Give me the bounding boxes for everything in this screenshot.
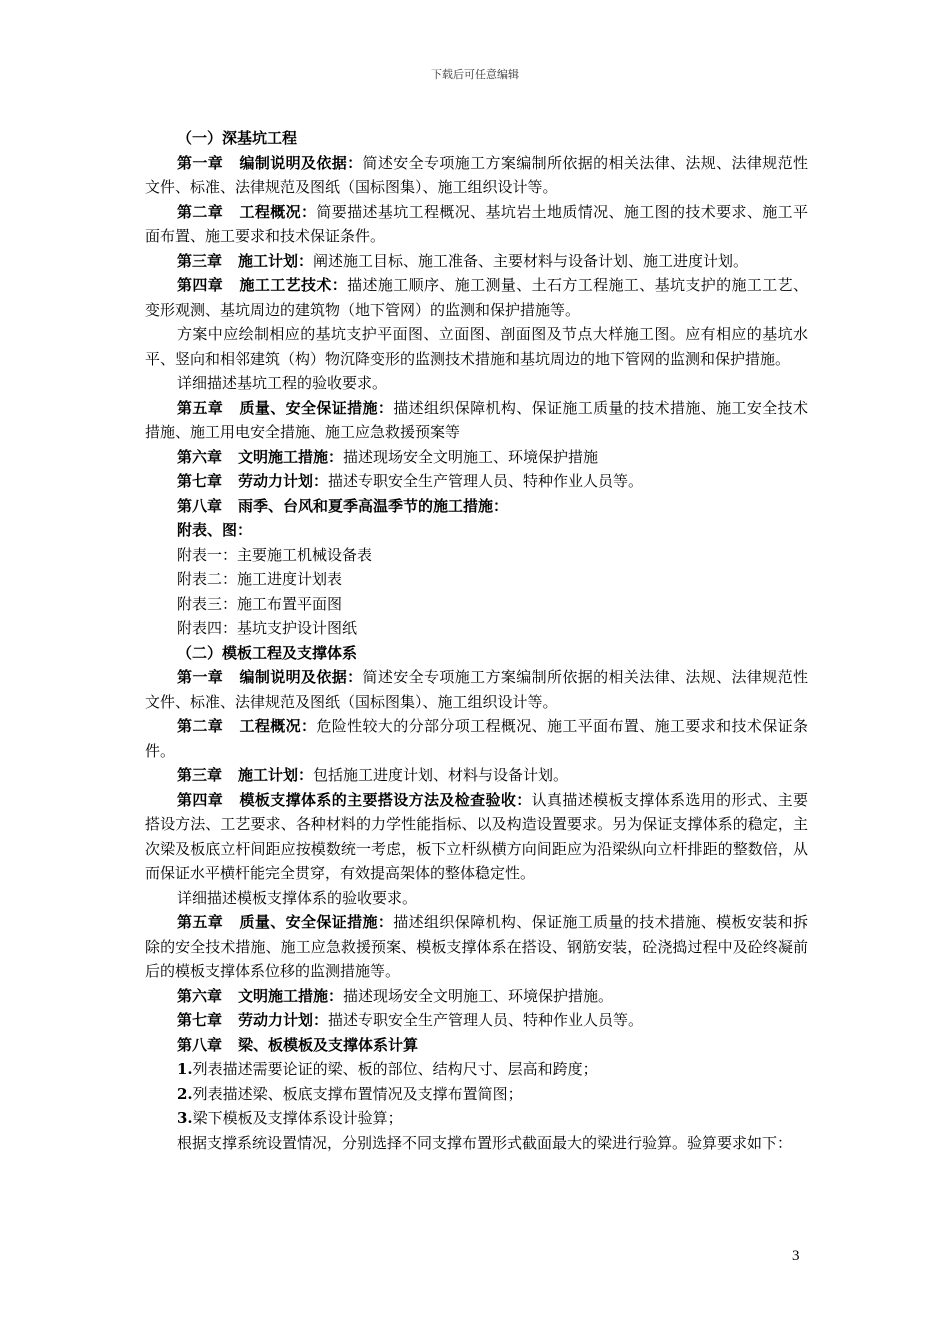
paragraph-text: 附表一：主要施工机械设备表 (177, 545, 373, 564)
chapter-number: 第三章 (177, 766, 223, 784)
chapter-paragraph (145, 984, 808, 1009)
chapter-body: 描述组织保障机构、保证施工质量的技术措施、施工安全技术措施、施工用电安全措施、施工应急救援预案等 (145, 398, 808, 441)
paragraph-text: 附表三：施工布置平面图 (177, 594, 343, 613)
item-text: 梁下模板及支撑体系设计验算； (192, 1109, 403, 1127)
document-body (145, 126, 808, 1155)
chapter-body: 包括施工进度计划、材料与设备计划。 (313, 766, 569, 784)
chapter-title: 质量、安全保证措施： (239, 913, 394, 931)
chapter-paragraph (145, 1008, 808, 1033)
chapter-number: 第二章 (177, 202, 224, 221)
section-heading (145, 126, 808, 151)
chapter-title: 梁、板模板及支撑体系计算 (238, 1035, 419, 1054)
chapter-title: 文明施工措施： (238, 447, 344, 466)
chapter-body: 简要描述基坑工程概况、基坑岩土地质情况、施工图的技术要求、施工平面布置、施工要求和技术保证条件。 (145, 202, 808, 245)
body-paragraph (145, 543, 808, 568)
item-number: 3. (177, 1109, 193, 1127)
chapter-paragraph (145, 273, 808, 322)
item-text: 列表描述需要论证的梁、板的部位、结构尺寸、层高和跨度； (192, 1060, 598, 1078)
chapter-number: 第四章 (177, 276, 224, 294)
paragraph-text: 详细描述模板支撑体系的验收要求。 (177, 888, 418, 907)
chapter-title: 工程概况： (239, 717, 317, 735)
numbered-item (145, 1057, 808, 1082)
chapter-paragraph (145, 200, 808, 249)
chapter-paragraph (145, 396, 808, 445)
body-paragraph (145, 616, 808, 641)
chapter-title: 施工计划： (238, 766, 314, 784)
chapter-body: 认真描述模板支撑体系选用的形式、主要搭设方法、工艺要求、各种材料的力学性能指标、以及构造设置要求。另为保证支撑体系的稳定，主次梁及板底立杆间距应按模数统一考虑，板下立杆纵横方向间距应为沿梁纵向立杆排距的整数倍，从而保证水平横杆能完全贯穿，有效提高架体的整体稳定性。 (145, 790, 808, 882)
paragraph-text: （二）模板工程及支撑体系 (177, 643, 358, 662)
numbered-item (145, 1106, 808, 1131)
chapter-number: 第八章 (177, 1035, 223, 1054)
body-paragraph (145, 1131, 808, 1156)
chapter-body: 危险性较大的分部分项工程概况、施工平面布置、施工要求和技术保证条件。 (145, 717, 808, 760)
item-number: 2. (177, 1084, 193, 1103)
chapter-body: 描述施工顺序、施工测量、土石方工程施工、基坑支护的施工工艺、变形观测、基坑周边的建筑物（地下管网）的监测和保护措施等。 (145, 276, 808, 319)
chapter-title: 劳动力计划： (238, 1011, 329, 1029)
chapter-number: 第一章 (177, 668, 224, 686)
numbered-item (145, 1082, 808, 1107)
chapter-paragraph (145, 445, 808, 470)
chapter-paragraph (145, 249, 808, 274)
page-number: 3 (792, 1248, 800, 1264)
item-number: 1. (177, 1060, 193, 1078)
chapter-paragraph (145, 665, 808, 714)
chapter-body: 描述专职安全生产管理人员、特种作业人员等。 (328, 472, 644, 490)
item-text: 列表描述梁、板底支撑布置情况及支撑布置简图； (192, 1084, 523, 1103)
body-paragraph (145, 371, 808, 396)
chapter-paragraph (145, 151, 808, 200)
paragraph-text: 附表四：基坑支护设计图纸 (177, 619, 358, 637)
paragraph-text: （一）深基坑工程 (177, 129, 298, 147)
chapter-number: 第七章 (177, 1011, 223, 1029)
body-paragraph (145, 567, 808, 592)
chapter-body: 简述安全专项施工方案编制所依据的相关法律、法规、法律规范性文件、标准、法律规范及图纸（国标图集）、施工组织设计等。 (145, 153, 808, 196)
chapter-title: 模板支撑体系的主要搭设方法及检查验收： (239, 790, 532, 809)
paragraph-text: 方案中应绘制相应的基坑支护平面图、立面图、剖面图及节点大样施工图。应有相应的基坑水平、竖向和相邻建筑（构）物沉降变形的监测技术措施和基坑周边的地下管网的监测和保护措施。 (145, 325, 808, 368)
chapter-title: 劳动力计划： (238, 472, 329, 490)
section-heading (145, 641, 808, 666)
chapter-number: 第七章 (177, 472, 223, 490)
chapter-title: 文明施工措施： (238, 986, 344, 1005)
chapter-title: 施工计划： (238, 251, 314, 270)
paragraph-text: 附表二：施工进度计划表 (177, 570, 343, 588)
chapter-title: 编制说明及依据： (239, 153, 363, 172)
chapter-title: 工程概况： (239, 202, 317, 221)
chapter-number: 第四章 (177, 790, 224, 809)
chapter-number: 第二章 (177, 717, 224, 735)
body-paragraph (145, 322, 808, 371)
chapter-body: 描述现场安全文明施工、环境保护措施。 (343, 986, 614, 1005)
chapter-paragraph (145, 469, 808, 494)
chapter-paragraph (145, 1033, 808, 1058)
chapter-paragraph (145, 788, 808, 886)
chapter-paragraph (145, 714, 808, 763)
chapter-number: 第五章 (177, 913, 224, 931)
chapter-paragraph (145, 910, 808, 984)
body-paragraph (145, 886, 808, 911)
paragraph-text: 根据支撑系统设置情况，分别选择不同支撑布置形式截面最大的梁进行验算。验算要求如下： (177, 1133, 793, 1152)
chapter-number: 第三章 (177, 251, 223, 270)
paragraph-text: 附表、图： (177, 521, 253, 539)
chapter-number: 第八章 (177, 496, 223, 515)
chapter-body: 描述现场安全文明施工、环境保护措施 (343, 447, 599, 466)
chapter-title: 编制说明及依据： (239, 668, 363, 686)
chapter-title: 施工工艺技术： (239, 276, 348, 294)
chapter-paragraph (145, 763, 808, 788)
chapter-paragraph (145, 494, 808, 519)
chapter-number: 第五章 (177, 398, 224, 417)
chapter-body: 简述安全专项施工方案编制所依据的相关法律、法规、法律规范性文件、标准、法律规范及图纸（国标图集）、施工组织设计等。 (145, 668, 808, 711)
chapter-body: 描述专职安全生产管理人员、特种作业人员等。 (328, 1011, 644, 1029)
paragraph-text: 详细描述基坑工程的验收要求。 (177, 374, 388, 392)
chapter-title: 质量、安全保证措施： (239, 398, 394, 417)
page-header: 下载后可任意编辑 (431, 68, 519, 81)
chapter-title: 雨季、台风和夏季高温季节的施工措施： (238, 496, 509, 515)
chapter-body: 描述组织保障机构、保证施工质量的技术措施、模板安装和拆除的安全技术措施、施工应急救援预案、模板支撑体系在搭设、钢筋安装，砼浇捣过程中及砼终凝前后的模板支撑体系位移的监测措施等。 (145, 913, 808, 980)
section-heading (145, 518, 808, 543)
chapter-number: 第一章 (177, 153, 224, 172)
chapter-number: 第六章 (177, 986, 223, 1005)
chapter-number: 第六章 (177, 447, 223, 466)
chapter-body: 阐述施工目标、施工准备、主要材料与设备计划、施工进度计划。 (313, 251, 749, 270)
body-paragraph (145, 592, 808, 617)
